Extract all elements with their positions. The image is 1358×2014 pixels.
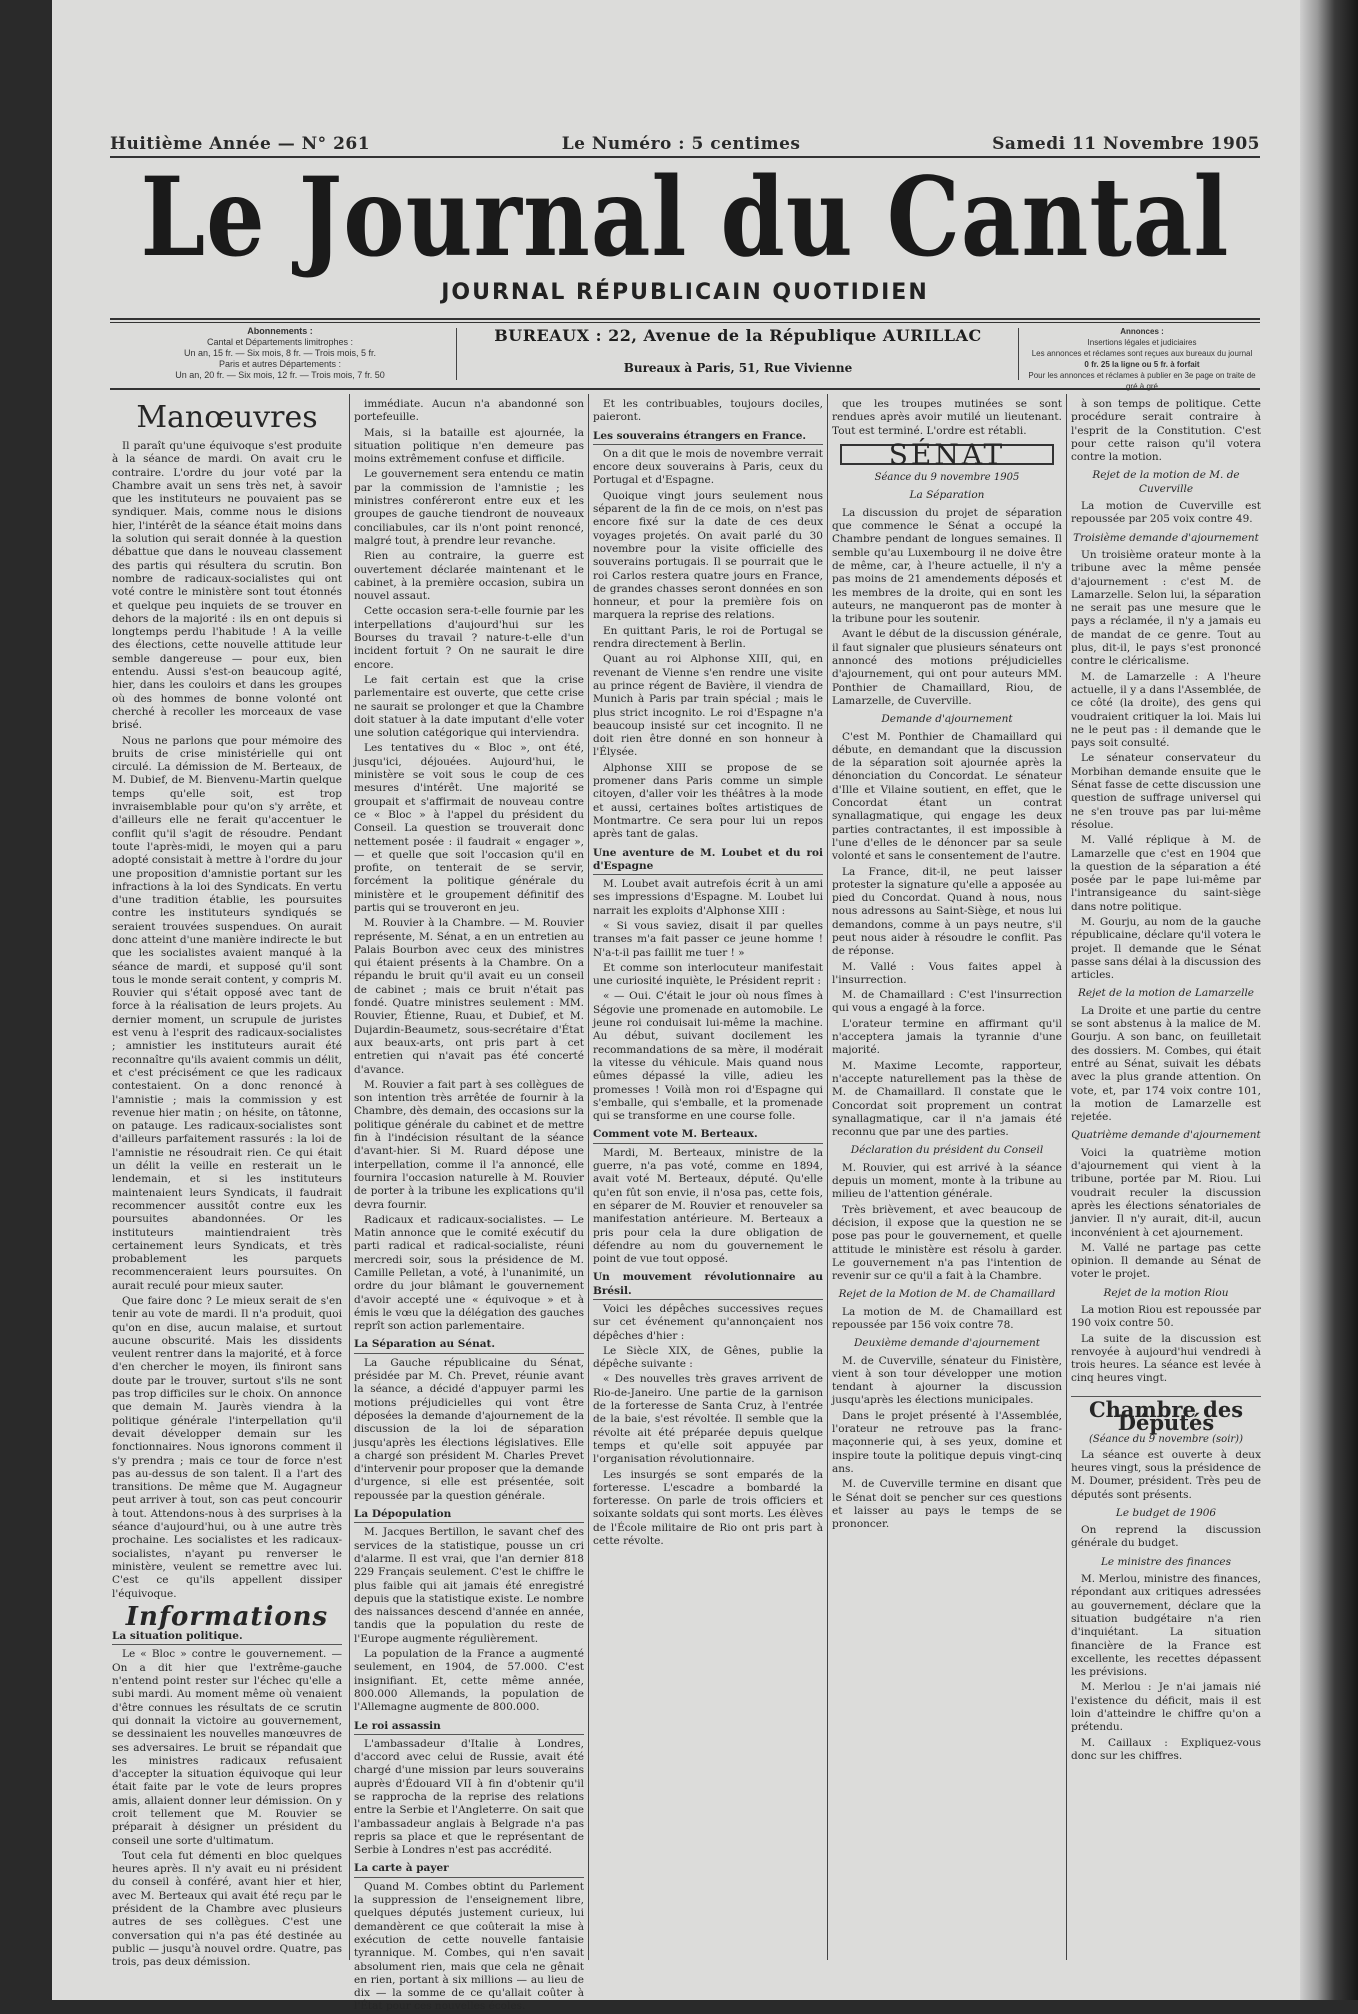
column-divider [827, 394, 828, 1960]
paragraph: M. Maxime Lecomte, rapporteur, n'accepte naturellement pas la thèse de M. de Chamaillard. Il constate que le Concordat soit proprement un contrat synallagmatique, car il n'a jamais été reconnu que par une des parties. [832, 1059, 1062, 1139]
paragraph: M. Vallé réplique à M. de Lamarzelle que c'est en 1904 que la question de la séparation a été posée par le pape lui-même par l'intransigeance du saint-siège dans notre politique. [1071, 834, 1261, 913]
column-1 [112, 398, 342, 1969]
subheading: La situation politique. [112, 1630, 342, 1645]
paragraph: M. Jacques Bertillon, le savant chef des services de la statistique, pousse un cri d'alarme. Il est vrai, que l'an dernier 818 229 Français seulement. C'est le chiffre le plus faible qui ait jamais été enregistré depuis que la statistique existe. Le nombre des naissances descend d'année en année, tandis que la population du reste de l'Europe augmente régulièrement. [354, 1526, 584, 1645]
paragraph: Le Siècle XIX, de Gênes, publie la dépêche suivante : [593, 1344, 823, 1371]
subheading: La Séparation au Sénat. [354, 1338, 584, 1353]
advertising-line: Insertions légales et judiciaires [1087, 338, 1197, 347]
subheading: Rejet de la motion de M. de Cuverville [1092, 469, 1240, 495]
paragraph: Le « Bloc » contre le gouvernement. — On a dit hier que l'extrême-gauche n'entend point rester sur l'échec qu'elle a subi mardi. Au moment même où venaient d'être connues les résultats de ce scrutin qui donnait la victoire au gouvernement, se dessinaient les nouvelles manœuvres de ses adversaires. Le bruit se répandait que les ministres radicaux refusaient d'accepter la situation équivoque qui leur était faite par le vote de leurs propres amis, allaient donner leur démission. On y croit tellement que M. Rouvier se préparait à désigner un président du conseil une sorte d'ultimatum. [112, 1648, 342, 1847]
subheading: La Séparation [909, 489, 985, 502]
paragraph: L'ambassadeur d'Italie à Londres, d'accord avec celui de Russie, avait été chargé d'une mission par leurs souverains auprès d'Édouard VII à fin d'obtenir qu'il se rapprocha de la reprise des relations entre la Serbie et l'Angleterre. On sait que l'ambassadeur anglais à Belgrade n'a pas repris sa place et que le représentant de Serbie à Londres n'est pas accrédité. [354, 1737, 584, 1857]
paragraph: Quoique vingt jours seulement nous séparent de la fin de ce mois, on n'est pas encore fixé sur la date de ces deux voyages projetés. On avait parlé du 30 novembre pour la visite officielle des souverains portugais. Il se pourrait que le roi Carlos restera quatre jours en France, de grandes chasses seront données en son honneur, et pour la première fois on marquera la reprise des relations. [593, 489, 823, 622]
column-divider [1066, 394, 1067, 1960]
paragraph: M. de Cuverville, sénateur du Finistère, vient à son tour développer une motion tendant à ajourner la discussion jusqu'après les élections municipales. [832, 1354, 1062, 1407]
column-divider [349, 394, 350, 1960]
column-5 [1071, 398, 1261, 1960]
paragraph: Un troisième orateur monte à la tribune avec la même pensée d'ajournement : c'est M. de Lamarzelle. Selon lui, la séparation ne serait pas une mesure que le pays a réclamée, il n'y a jamais eu de mandat de ce genre. Tout au plus, dit-il, le pays s'est prononcé contre le cléricalisme. [1071, 548, 1261, 668]
paragraph: Les tentatives du « Bloc », ont été, jusqu'ici, déjouées. Aujourd'hui, le ministère se voit sous le coup de ces mesures d'intérêt. Une majorité se groupait et s'affirmait de nouveau contre ce « Bloc » à l'appel du président du Conseil. La question se trouverait donc nettement posée : il faudrait « engager », — et quelle que soit l'occasion qu'il en profite, on tenterait de se servir, forcément la politique générale du ministère et le groupement définitif des partis qui se trouveront en jeu. [354, 742, 584, 914]
book-spine [1300, 0, 1358, 2000]
subheading: Deuxième demande d'ajournement [854, 1337, 1040, 1350]
subheading: Les souverains étrangers en France. [593, 430, 823, 445]
subheading: Rejet de la motion Riou [1103, 1286, 1229, 1299]
paragraph: Les insurgés se sont emparés de la forteresse. L'escadre a bombardé la forteresse. On parle de trois officiers et soixante soldats qui sont morts. Les élèves de l'École militaire de Rio ont pris part à cette révolte. [593, 1468, 823, 1548]
article-title: Manœuvres [136, 400, 318, 435]
session-date: Séance du 9 novembre 1905 [874, 472, 1020, 484]
paragraph: Radicaux et radicaux-socialistes. — Le Matin annonce que le comité exécutif du parti radical et radical-socialiste, réuni mercredi soir, sous la présidence de M. Camille Pelletan, a voté, à l'unanimité, un ordre du jour blâmant le gouvernement d'avoir accepté une « équivoque » et à émis le vœu que la délégation des gauches reprît son action parlementaire. [354, 1213, 584, 1333]
subheading: Rejet de la motion de Lamarzelle [1077, 987, 1255, 1000]
paragraph: M. Caillaux : Expliquez-vous donc sur les chiffres. [1071, 1736, 1261, 1762]
paragraph: M. Rouvier a fait part à ses collègues de son intention très arrêtée de fournir à la Chambre, dès demain, des occasions sur la politique générale du cabinet et de mettre fin à l'indécision résultant de la séance d'avant-hier. Si M. Ruard dépose une interpellation, comme il l'a annoncé, elle fournira l'occasion naturelle à M. Rouvier de porter à la tribune les explications qu'il devra fournir. [354, 1078, 584, 1211]
paragraph: La population de la France a augmenté seulement, en 1904, de 57.000. C'est insignifiant. Et, cette même année, 800.000 Allemands, la population de l'Allemagne augmente de 800.000. [354, 1648, 584, 1714]
offices-address: BUREAUX : 22, Avenue de la République AURILLAC [494, 326, 982, 345]
paragraph: M. Merlou : Je n'ai jamais nié l'existence du déficit, mais il est loin d'atteindre le chiffre qu'on a prétendu. [1071, 1681, 1261, 1734]
masthead-title: Le Journal du Cantal [140, 153, 1230, 281]
paragraph: Rien au contraire, la guerre est ouvertement déclarée maintenant et le cabinet, à la première occasion, subira un nouvel assaut. [354, 550, 584, 603]
subheading: Un mouvement révolutionnaire au Brésil. [593, 1271, 823, 1300]
paragraph: Très brièvement, et avec beaucoup de décision, il expose que la question ne se pose pas pour le gouvernement, et quelle attitude le ministère est résolu à garder. Le gouvernement n'a pas l'intention de revenir sur ce qu'il a fait à la Chambre. [832, 1203, 1062, 1283]
paragraph: La France, dit-il, ne peut laisser protester la signature qu'elle a apposée au pied du Concordat. Quand à nous, nous nous adressons au Saint-Siège, et nous lui demandons, comme à un pays neutre, s'il peut nous aider à résoudre le conflit. Pas de réponse. [832, 865, 1062, 958]
paragraph: Mais, si la bataille est ajournée, la situation politique n'en demeure pas moins extrêmement confuse et difficile. [354, 426, 584, 466]
paragraph: M. de Chamaillard : C'est l'insurrection qui vous a engagé à la force. [832, 989, 1062, 1015]
subscriptions-line: Un an, 15 fr. — Six mois, 8 fr. — Trois mois, 5 fr. [183, 348, 377, 358]
paragraph: « Des nouvelles très graves arrivent de Rio-de-Janeiro. Une partie de la garnison de la forteresse de Santa Cruz, à l'entrée de la baie, s'est révoltée. Il semble que la révolte ait été préparée depuis quelque temps et qu'elle soit appuyée par l'organisation révolutionnaire. [593, 1373, 823, 1466]
paragraph: Voici les dépêches successives reçues sur cet événement qu'annonçaient nos dépêches d'hier : [593, 1303, 823, 1342]
paragraph: La suite de la discussion est renvoyée à aujourd'hui vendredi à trois heures. La séance est levée à cinq heures vingt. [1071, 1332, 1261, 1385]
paragraph: « — Oui. C'était le jour où nous fîmes à Ségovie une promenade en automobile. Le jeune roi conduisait lui-même la machine. Au début, suivant docilement les recommandations de sa mère, il modérait la vitesse du véhicule. Mais quand nous eûmes dépassé la ville, adieu les promesses ! Voilà mon roi d'Espagne qui s'emballe, qui s'emballe, et la promenade qui se transforme en une course folle. [593, 990, 823, 1123]
session-date: (Séance du 9 novembre (soir)) [1089, 1434, 1243, 1446]
paragraph: Quand M. Combes obtint du Parlement la suppression de l'enseignement libre, quelques députés justement curieux, lui demandèrent ce que coûterait la mise à exécution de cette nouvelle fantaisie tyrannique. M. Combes, qui n'en savait absolument rien, mais que cela ne gênait en rien, portant à six millions — au lieu de dix — la somme de ce qu'allait coûter à l'État pour ces nouvelles écoles. [354, 1880, 584, 2013]
header-divider [1018, 328, 1019, 380]
columns-top-rule [110, 388, 1260, 390]
paragraph: à son temps de politique. Cette procédure serait contraire à l'esprit de la Constitution. C'est pour cette raison qu'il votera contre la motion. [1071, 398, 1261, 464]
paragraph: Et les contribuables, toujours dociles, paieront. [593, 398, 823, 424]
paragraph: Cette occasion sera-t-elle fournie par les interpellations d'aujourd'hui sur les Bourses du travail ? nature-t-elle d'un incident fortuit ? On ne saurait le dire encore. [354, 605, 584, 671]
subheading: Le budget de 1906 [1115, 1506, 1217, 1519]
section-title: Informations [125, 1601, 329, 1632]
column-4 [832, 398, 1062, 1960]
column-2 [354, 398, 584, 2013]
advertising-line: 0 fr. 25 la ligne ou 5 fr. à forfait [1084, 360, 1200, 369]
advertising-line: Pour les annonces et réclames à publier en 3e page on traite de gré à gré [1028, 371, 1256, 391]
paragraph: M. Vallé ne partage pas cette opinion. Il demande au Sénat de voter le projet. [1071, 1241, 1261, 1281]
paragraph: La Gauche républicaine du Sénat, présidée par M. Ch. Prevet, réunie avant la séance, a décidé d'appuyer parmi les motions préjudicielles qui vont être déposées la demande d'ajournement de la discussion de la loi de séparation jusqu'après les élections législatives. Elle a chargé son président M. Charles Prevet d'intervenir pour proposer que la demande d'urgence, si elle est présentée, soit repoussée par la question générale. [354, 1356, 584, 1502]
header-line [110, 134, 1260, 154]
paragraph: En quittant Paris, le roi de Portugal se rendra directement à Berlin. [593, 624, 823, 651]
subheading: Troisième demande d'ajournement [1073, 531, 1259, 544]
subheading: Comment vote M. Berteaux. [593, 1128, 823, 1143]
column-3 [593, 398, 823, 1960]
paragraph: M. Gourju, au nom de la gauche républicaine, déclare qu'il votera le projet. Il demande que le Sénat passe sans délai à la discussion des articles. [1071, 915, 1261, 982]
paragraph: La Droite et une partie du centre se sont abstenus à la malice de M. Gourju. A son banc, on feuilletait des dossiers. M. Combes, qui était entré au Sénat, suivait les débats avec la plus grande attention. On vote, et, par 174 voix contre 101, la motion de Lamarzelle est rejetée. [1071, 1004, 1261, 1124]
paragraph: M. de Lamarzelle : A l'heure actuelle, il y a dans l'Assemblée, de ce côté (la droite), des gens qui voudraient critiquer la loi. Mais lui ne le peut pas : il demande que le pays soit consulté. [1071, 670, 1261, 750]
subscriptions-heading: Abonnements : [247, 326, 313, 336]
masthead-subtitle: JOURNAL RÉPUBLICAIN QUOTIDIEN [441, 280, 929, 305]
paragraph: Alphonse XIII se propose de se promener dans Paris comme un simple citoyen, d'aller voir les théâtres à la mode et aussi, certaines boîtes artistiques de Montmartre. Ce sera pour lui un repos après tant de galas. [593, 761, 823, 841]
paragraph: La séance est ouverte à deux heures vingt, sous la présidence de M. Doumer, président. Très peu de députés sont présents. [1071, 1448, 1261, 1501]
paragraph: Nous ne parlons que pour mémoire des bruits de crise ministérielle qui ont circulé. La démission de M. Berteaux, de M. Dubief, de M. Bienvenu-Martin quelque temps qu'elle soit, est trop invraisemblable pour qu'on s'y arrête, et d'ailleurs elle ne ferait qu'accentuer le conflit qu'il s'agit de résoudre. Pendant toute l'après-midi, le moyen qui a paru adopté consistait à mettre à l'ordre du jour une proposition d'amnistie portant sur les infractions à la loi des Syndicats. En vertu d'une tradition établie, les poursuites contre les instituteurs syndiqués se seraient trouvées suspendues. On aurait donc atteint d'une manière indirecte le but que les socialistes avaient manqué à la séance de mardi, et supposé qu'il sont tous le monde serait content, y compris M. Rouvier qui s'était opposé avec tant de force à la réalisation de leurs projets. Au dernier moment, un scrupule de juristes est venu à l'esprit des radicaux-socialistes ; amnistier les instituteurs aurait été reconnaître qu'ils avaient commis un délit, et c'est précisément ce que les radicaux contestaient. On a donc renoncé à l'amnistie ; mais la commission y est revenue hier matin ; on hésite, on tâtonne, on patauge. Les radicaux-socialistes sont d'ailleurs parfaitement rassurés : la loi de l'amnistie ne résoudrait rien. Ce qui était un délit la veille en resterait un le lendemain, et si les instituteurs maintenaient leurs Syndicats, il faudrait recommencer aussitôt contre eux les poursuites abandonnées. Or les instituteurs maintiendraient très certainement leurs Syndicats, et très probablement les parquets recommenceraient leurs poursuites. On aurait reculé pour mieux sauter. [112, 734, 342, 1292]
paragraph: La motion Riou est repoussée par 190 voix contre 50. [1071, 1304, 1261, 1330]
paragraph: La motion de M. de Chamaillard est repoussée par 156 voix contre 78. [832, 1305, 1062, 1331]
paragraph: L'orateur termine en affirmant qu'il n'acceptera jamais la tyrannie d'une majorité. [832, 1017, 1062, 1057]
paragraph: M. Rouvier à la Chambre. — M. Rouvier représente, M. Sénat, a en un entretien au Palais Bourbon avec ceux des ministres qui étaient présents à la Chambre. On a répandu le bruit qu'il avait eu un conseil de cabinet ; mais ce bruit n'était pas fondé. Quatre ministres seulement : MM. Rouvier, Étienne, Ruau, et Dubief, et M. Dujardin-Beaumetz, sous-secrétaire d'État aux beaux-arts, ont pris part à cet entretien qui n'avait pas été concerté d'avance. [354, 917, 584, 1076]
masthead-rule-thin [110, 322, 1260, 323]
subheading: La carte à payer [354, 1862, 584, 1877]
offices-box [468, 326, 1008, 375]
paragraph: Quant au roi Alphonse XIII, qui, en revenant de Vienne s'en rendre une visite au prince régent de Bavière, il viendra de Munich à Paris par train spécial ; mais le plus strict incognito. Le roi d'Espagne n'a beaucoup insisté sur cet incognito. Il ne doit rien être donné en son honneur à l'Élysée. [593, 653, 823, 759]
newspaper-page [52, 0, 1300, 2013]
paragraph: Et comme son interlocuteur manifestait une curiosité inquiète, le Président reprit : [593, 961, 823, 988]
paragraph: Mardi, M. Berteaux, ministre de la guerre, n'a pas voté, comme en 1894, avait voté M. Berteaux, député. Qu'elle qu'en fût son envie, il n'osa pas, cette fois, en séparer de M. Rouvier et renouveler sa manifestation antérieure. M. Berteaux a pris pour cela la dure obligation de défendre au nom du gouvernement le point de vue tout opposé. [593, 1146, 823, 1266]
issue-date: Samedi 11 Novembre 1905 [992, 134, 1260, 154]
masthead-rule [110, 318, 1260, 320]
paragraph: M. Merlou, ministre des finances, répondant aux critiques adressées au gouvernement, déclare que la situation budgétaire n'a rien d'inquiétant. La situation financière de la France est excellente, les recettes dépassent les prévisions. [1071, 1573, 1261, 1679]
subscriptions-line: Un an, 20 fr. — Six mois, 12 fr. — Trois mois, 7 fr. 50 [175, 370, 385, 380]
subheading: Une aventure de M. Loubet et du roi d'Espagne [593, 847, 823, 876]
paragraph: M. Vallé : Vous faites appel à l'insurrection. [832, 960, 1062, 986]
paragraph: Dans le projet présenté à l'Assemblée, l'orateur ne retrouve pas la franc-maçonnerie qui, à ses yeux, domine et inspire toute la politique depuis vingt-cinq ans. [832, 1409, 1062, 1475]
paragraph: Le sénateur conservateur du Morbihan demande ensuite que le Sénat fasse de cette discussion une question de suffrage universel qui ne s'en trouve pas par lui-même résolue. [1071, 752, 1261, 831]
advertising-line: Les annonces et réclames sont reçues aux bureaux du journal [1031, 349, 1253, 358]
subheading: Quatrième demande d'ajournement [1071, 1129, 1261, 1142]
paragraph: On reprend la discussion générale du budget. [1071, 1524, 1261, 1550]
paragraph: Voici la quatrième motion d'ajournement qui vient à la tribune, portée par M. Riou. Lui voudrait reculer la discussion après les élections sénatoriales de janvier. Il n'y aurait, dit-il, aucun inconvénient à cet ajournement. [1071, 1146, 1261, 1239]
paragraph: Que faire donc ? Le mieux serait de s'en tenir au vote de mardi. Il n'a produit, quoi qu'on en dise, aucun malaise, et surtout aucune obscurité. Mais les dissidents veulent rentrer dans la majorité, et à force d'en chercher le moyen, ils finiront sans doute par le trouver, surtout s'ils ne sont pas trop difficiles sur le choix. On annonce que demain M. Jaurès viendra à la politique générale l'interpellation qu'il devait développer demain sur les fonctionnaires. Nous ignorons comment il s'y prendra ; mais ce tour de force n'est pas au-dessus de son talent. Il a l'art des transitions. De même que M. Augagneur peut arriver à tout, son cas peut concourir à tout. Attendons-nous à des surprises à la séance d'aujourd'hui, ou à une autre très prochaine. Les socialistes et les radicaux-socialistes, n'ayant pu renverser le ministère, veulent se remettre avec lui. C'est ce qu'ils appellent dissiper l'équivoque. [112, 1295, 342, 1600]
paragraph: Le fait certain est que la crise parlementaire est ouverte, que cette crise ne saurait se prolonger et que la Chambre doit statuer à la date imputant d'elle voter une solution catégorique qui interviendra. [354, 673, 584, 740]
paragraph: Avant le début de la discussion générale, il faut signaler que plusieurs sénateurs ont annoncé des motions préjudicielles d'ajournement, qui ont pour auteurs MM. Ponthier de Chamaillard, Riou, de Lamarzelle, de Cuverville. [832, 628, 1062, 707]
paragraph: Tout cela fut démenti en bloc quelques heures après. Il n'y avait eu ni président du conseil à conféré, avant hier et hier, avec M. Berteaux qui avait été reçu par le président de la Chambre avec plusieurs autres de ses collègues. C'est une conversation qui n'a pas été destinée au public — jusqu'à nouvel ordre. Quatre, pas trois, pas deux démission. [112, 1849, 342, 1969]
advertising-box [1024, 326, 1260, 392]
paragraph: La discussion du projet de séparation que commence le Sénat a occupé la Chambre pendant de longues semaines. Il semble qu'au Luxembourg il ne doive être de même, car, à l'heure actuelle, il n'y a pas moins de 21 amendements déposés et les membres de la droite, qui en sont les auteurs, ne manqueront pas de monter à la tribune pour les soutenir. [832, 506, 1062, 626]
subheading: Le ministre des finances [1100, 1555, 1232, 1568]
chamber-heading: Chambre des Députés [1071, 1396, 1261, 1430]
subscriptions-line: Paris et autres Départements : [218, 359, 342, 369]
paragraph: M. Rouvier, qui est arrivé à la séance depuis un moment, monte à la tribune au milieu de l'attention générale. [832, 1161, 1062, 1201]
price: Le Numéro : 5 centimes [561, 134, 801, 154]
paragraph: M. de Cuverville termine en disant que le Sénat doit se pencher sur ces questions et laisser au pays le temps de se prononcer. [832, 1478, 1062, 1531]
paragraph: Il paraît qu'une équivoque s'est produite à la séance de mardi. On avait cru le contraire. L'ordre du jour voté par la Chambre avait un sens très net, à savoir que les instituteurs ne pouvaient pas se syndiquer. Mais, comme nous le disions hier, l'intérêt de la séance était moins dans la solution qui serait donnée à la question débattue que dans le nouveau classement des partis qui résultera du scrutin. Bon nombre de radicaux-socialistes qui ont voté contre le ministère sont tout étonnés et quelque peu inquiets de se trouver en dehors de la majorité : ils en ont depuis si longtemps perdu l'habitude ! A la veille des élections, cette nouvelle attitude leur semble dangereuse — pour eux, bien entendu. Aussi s'est-on beaucoup agité, hier, dans les couloirs et dans les groupes où des hommes de bonne volonté ont cherché à recoller les morceaux de vase brisé. [112, 440, 342, 732]
subheading: Le roi assassin [354, 1720, 584, 1735]
issue-number: Huitième Année — N° 261 [110, 134, 371, 154]
paragraph: La motion de Cuverville est repoussée par 205 voix contre 49. [1071, 500, 1261, 526]
subscriptions-box [110, 326, 450, 381]
paragraph: On a dit que le mois de novembre verrait encore deux souverains à Paris, ceux du Portugal et d'Espagne. [593, 447, 823, 487]
paragraph: Le gouvernement sera entendu ce matin par la commission de l'amnistie ; les ministres conféreront entre eux et les groupes de gauche tiendront de nouveaux conciliabules, car ils n'ont point renoncé, malgré tout, à prendre leur revanche. [354, 468, 584, 547]
subheading: La Dépopulation [354, 1508, 584, 1523]
subheading: Déclaration du président du Conseil [850, 1144, 1044, 1157]
advertising-heading: Annonces : [1120, 327, 1164, 336]
subheading: Demande d'ajournement [881, 713, 1013, 726]
header-divider [456, 328, 457, 380]
senate-heading: SÉNAT [840, 444, 1054, 465]
column-divider [588, 394, 589, 1960]
paragraph: C'est M. Ponthier de Chamaillard qui débute, en demandant que la discussion de la séparation soit ajournée après la dénonciation du Concordat. Le sénateur d'Ille et Vilaine soutient, en effet, que le Concordat étant un contrat synallagmatique, qui engage les deux parties contractantes, il est impossible à l'une d'elles de le dénoncer par sa seule volonté et sans le consentement de l'autre. [832, 730, 1062, 863]
subscriptions-line: Cantal et Départements limitrophes : [206, 337, 354, 347]
paragraph: que les troupes mutinées se sont rendues après avoir mutilé un lieutenant. Tout est terminé. L'ordre est rétabli. [832, 398, 1062, 437]
paragraph: immédiate. Aucun n'a abandonné son portefeuille. [354, 398, 584, 424]
paragraph: M. Loubet avait autrefois écrit à un ami ses impressions d'Espagne. M. Loubet lui narrait les exploits d'Alphonse XIII : [593, 878, 823, 917]
paris-office: Bureaux à Paris, 51, Rue Vivienne [623, 361, 853, 375]
subheading: Rejet de la Motion de M. de Chamaillard [838, 1288, 1056, 1301]
paragraph: « Si vous saviez, disait il par quelles transes m'a fait passer ce jeune homme ! N'a-t-il pas faillit me tuer ! » [593, 919, 823, 959]
